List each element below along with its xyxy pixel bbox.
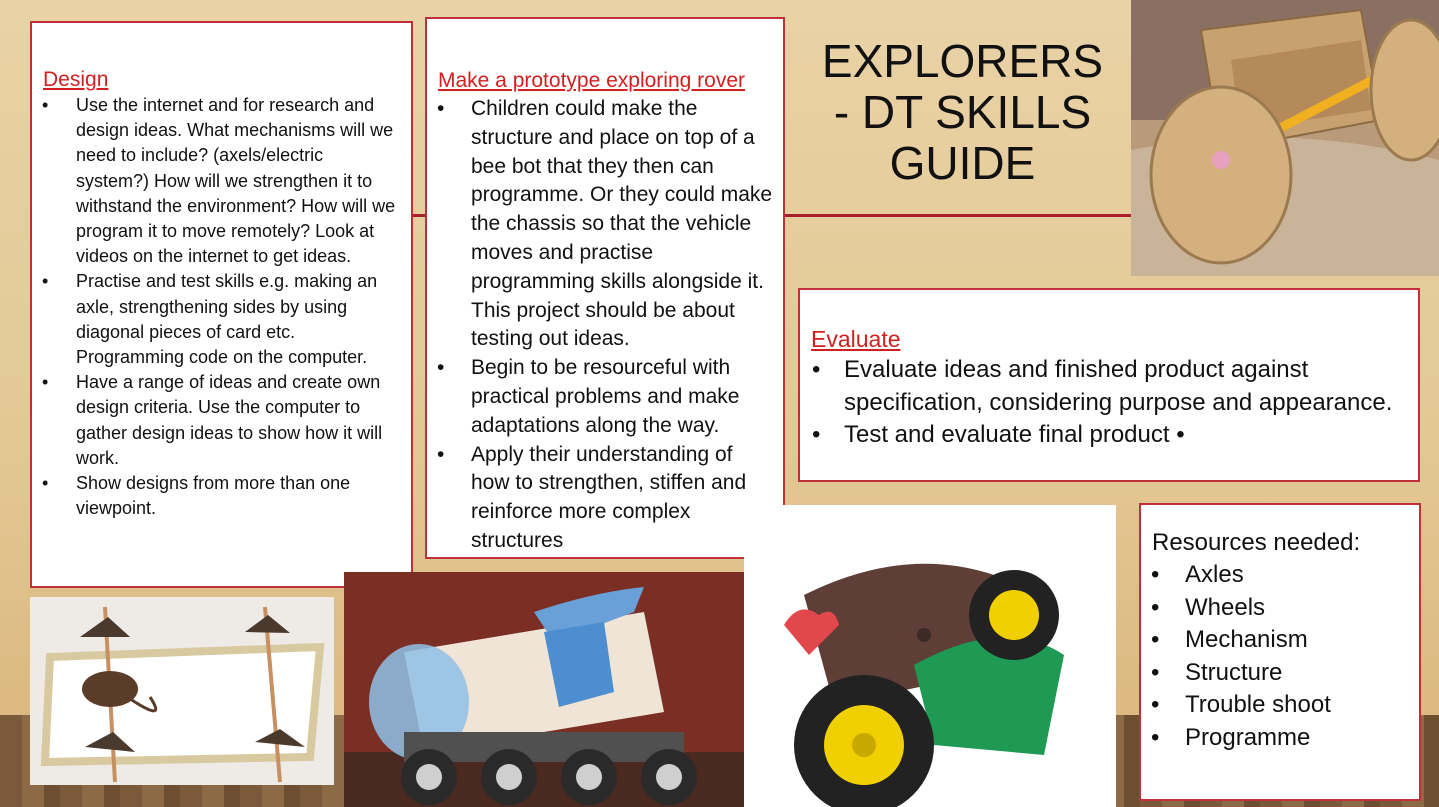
resource-item: • Programme bbox=[1185, 722, 1409, 755]
prototype-card bbox=[425, 17, 785, 559]
resource-item: • Axles bbox=[1185, 559, 1409, 592]
cardboard-car-photo bbox=[1131, 0, 1439, 276]
design-list bbox=[76, 93, 397, 521]
evaluate-item: • Test and evaluate final product • bbox=[844, 419, 1408, 452]
bee-bot-rover-photo bbox=[744, 505, 1116, 807]
resources-heading: Resources needed: bbox=[1152, 529, 1361, 556]
divider-line-right bbox=[785, 214, 1131, 217]
prototype-heading: Make a prototype exploring rover bbox=[438, 69, 745, 92]
evaluate-list bbox=[844, 354, 1408, 452]
evaluate-card bbox=[798, 288, 1420, 482]
design-heading: Design bbox=[43, 68, 109, 91]
evaluate-heading: Evaluate bbox=[811, 326, 901, 352]
resource-item: • Wheels bbox=[1185, 592, 1409, 625]
resource-item: • Structure bbox=[1185, 657, 1409, 690]
evaluate-item: • Evaluate ideas and finished product against specification, considering purpose and appearance. bbox=[844, 354, 1408, 419]
design-item: • Have a range of ideas and create own design criteria. Use the computer to gather design ideas to show how it will work. bbox=[76, 370, 397, 471]
prototype-list bbox=[471, 95, 773, 556]
resource-item: • Mechanism bbox=[1185, 624, 1409, 657]
tube-rover-photo bbox=[344, 572, 744, 807]
resource-item: • Trouble shoot bbox=[1185, 689, 1409, 722]
design-item: • Show designs from more than one viewpoint. bbox=[76, 471, 397, 521]
design-item: • Use the internet and for research and design ideas. What mechanisms will we need to include? (axels/electric system?) How will we strengthen it to withstand the environment? How will we program it to move remotely? Look at videos on the internet to get ideas. bbox=[76, 93, 397, 269]
prototype-item: • Begin to be resourceful with practical problems and make adaptations along the way. bbox=[471, 354, 773, 440]
frame-axle-photo bbox=[30, 597, 334, 785]
page-title: EXPLORERS - DT SKILLS GUIDE bbox=[821, 35, 1104, 189]
resources-card bbox=[1139, 503, 1421, 801]
prototype-item: • Apply their understanding of how to strengthen, stiffen and reinforce more complex structures bbox=[471, 441, 773, 556]
prototype-item: • Children could make the structure and place on top of a bee bot that they then can programme. Or they could make the chassis so that the vehicle moves and practise programming skills alongside it. This project should be about testing out ideas. bbox=[471, 95, 773, 354]
design-item: • Practise and test skills e.g. making an axle, strengthening sides by using diagonal pieces of card etc. Programming code on the computer. bbox=[76, 269, 397, 370]
design-card bbox=[30, 21, 413, 588]
resources-list bbox=[1185, 559, 1409, 754]
